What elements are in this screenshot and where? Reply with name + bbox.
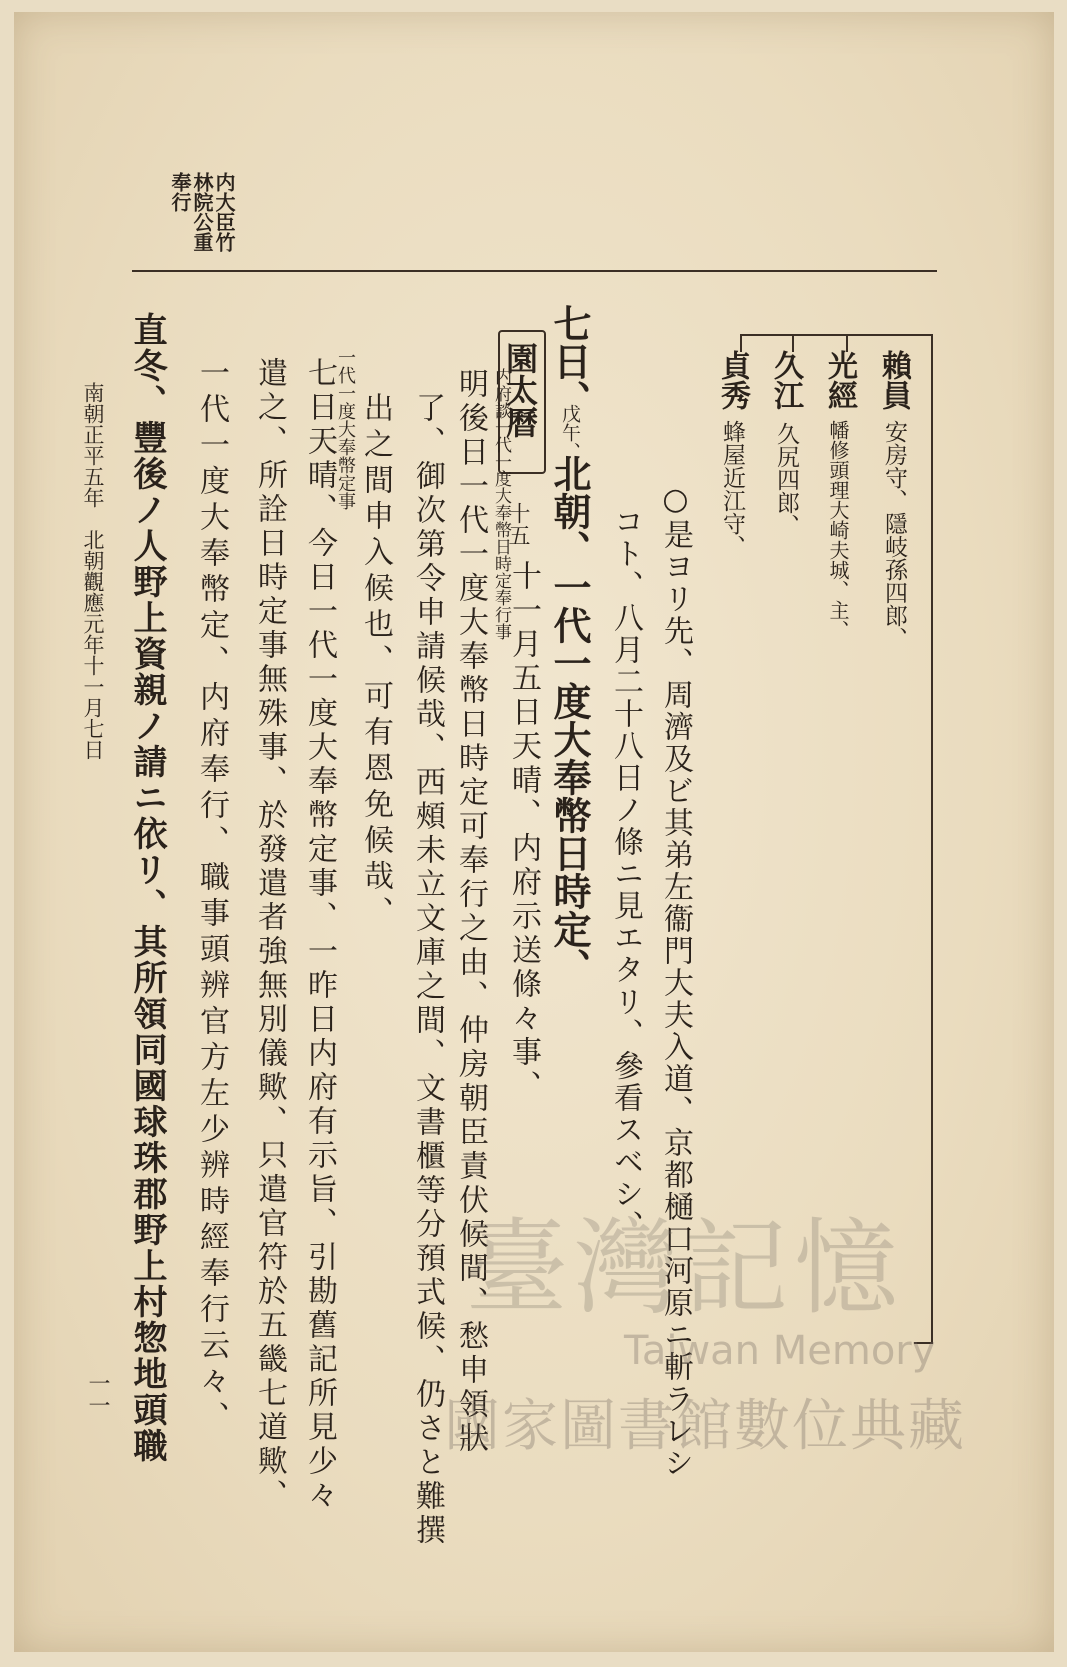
genealogy-bracket [931, 334, 933, 1344]
header-note-line3: 奉行 [168, 172, 192, 212]
person-name: 賴員 [876, 350, 911, 410]
watermark-logo-text: 臺灣記憶 [464, 1207, 905, 1329]
person-name: 久江 [768, 350, 803, 410]
person-title: 幡修頭理大崎夫城、主、 [826, 420, 850, 640]
page-number: 一一 [85, 1372, 110, 1416]
heading-text: 北朝、一代一度大奉幣日時定、 [547, 454, 592, 986]
source-title: 園太曆 [501, 342, 539, 438]
branch-1 [909, 334, 931, 336]
heading-cyclic: 戊午、 [559, 404, 581, 461]
inline-note-right: 内府談一代一度大奉幣日時定奉行事 [491, 368, 511, 640]
body-line-4: 七日天晴、今日一代一度大奉幣定事、一昨日内府有示旨、引勘舊記所見少々 [302, 357, 337, 1513]
person-title: 安房守、隱岐孫四郎、 [881, 420, 907, 650]
person-name: 光經 [822, 350, 857, 410]
body-line-6: 一代一度大奉幣定、内府奉行、職事頭辨官方左少辨時經奉行云々、 [194, 357, 229, 1437]
watermark-subtitle: 國家圖書館數位典藏 [444, 1394, 966, 1459]
body-line-1: 十一月五日天晴、内府示送條々事、 [506, 560, 541, 1104]
branch-top [740, 334, 911, 336]
note-line-1: ○是ヨリ先、周濟及ビ其弟左衞門大夫入道、京都樋口河原ニ斬ラレシ [658, 482, 693, 1479]
person-title: 久尻四郎、 [773, 422, 799, 537]
watermark-english: Taiwan Memory [624, 1328, 936, 1374]
header-note-line1: 内大臣竹 [212, 172, 236, 252]
person-title: 蜂屋近江守、 [719, 420, 745, 558]
side-note: 一代一度大奉幣定事 [335, 348, 356, 510]
header-note-line2: 林院公重 [190, 172, 214, 252]
heading-date: 七日、 [547, 304, 592, 418]
document-page [14, 12, 1054, 1652]
top-divider [132, 270, 937, 272]
body-line-2: 了、御次第令申請候哉、西頰未立文庫之間、文書櫃等分預式候、仍さと難撰 [410, 392, 445, 1548]
person-name: 貞秀 [715, 350, 750, 410]
inline-note-left: 明後日一代一度大奉幣日時定可奉行之由、仲房朝臣責伏候間、愁申領狀 [453, 368, 488, 1456]
note-line-2: コト、八月二十八日ノ條ニ見エタリ、參看スベシ、 [608, 506, 643, 1242]
body-line-5: 遣之、所詮日時定事無殊事、於發遣者強無別儀歟、只遣官符於五畿七道歟、 [252, 357, 287, 1513]
source-number: 十五 [505, 502, 530, 546]
running-head: 南朝正平五年 北朝觀應元年十一月七日 [81, 382, 105, 760]
next-entry: 直冬、豐後ノ人野上資親ノ請ニ依リ、其所領同國球珠郡野上村惣地頭職 [127, 312, 167, 1464]
body-line-3: 出之間申入候也、可有恩免候哉、 [358, 392, 393, 932]
